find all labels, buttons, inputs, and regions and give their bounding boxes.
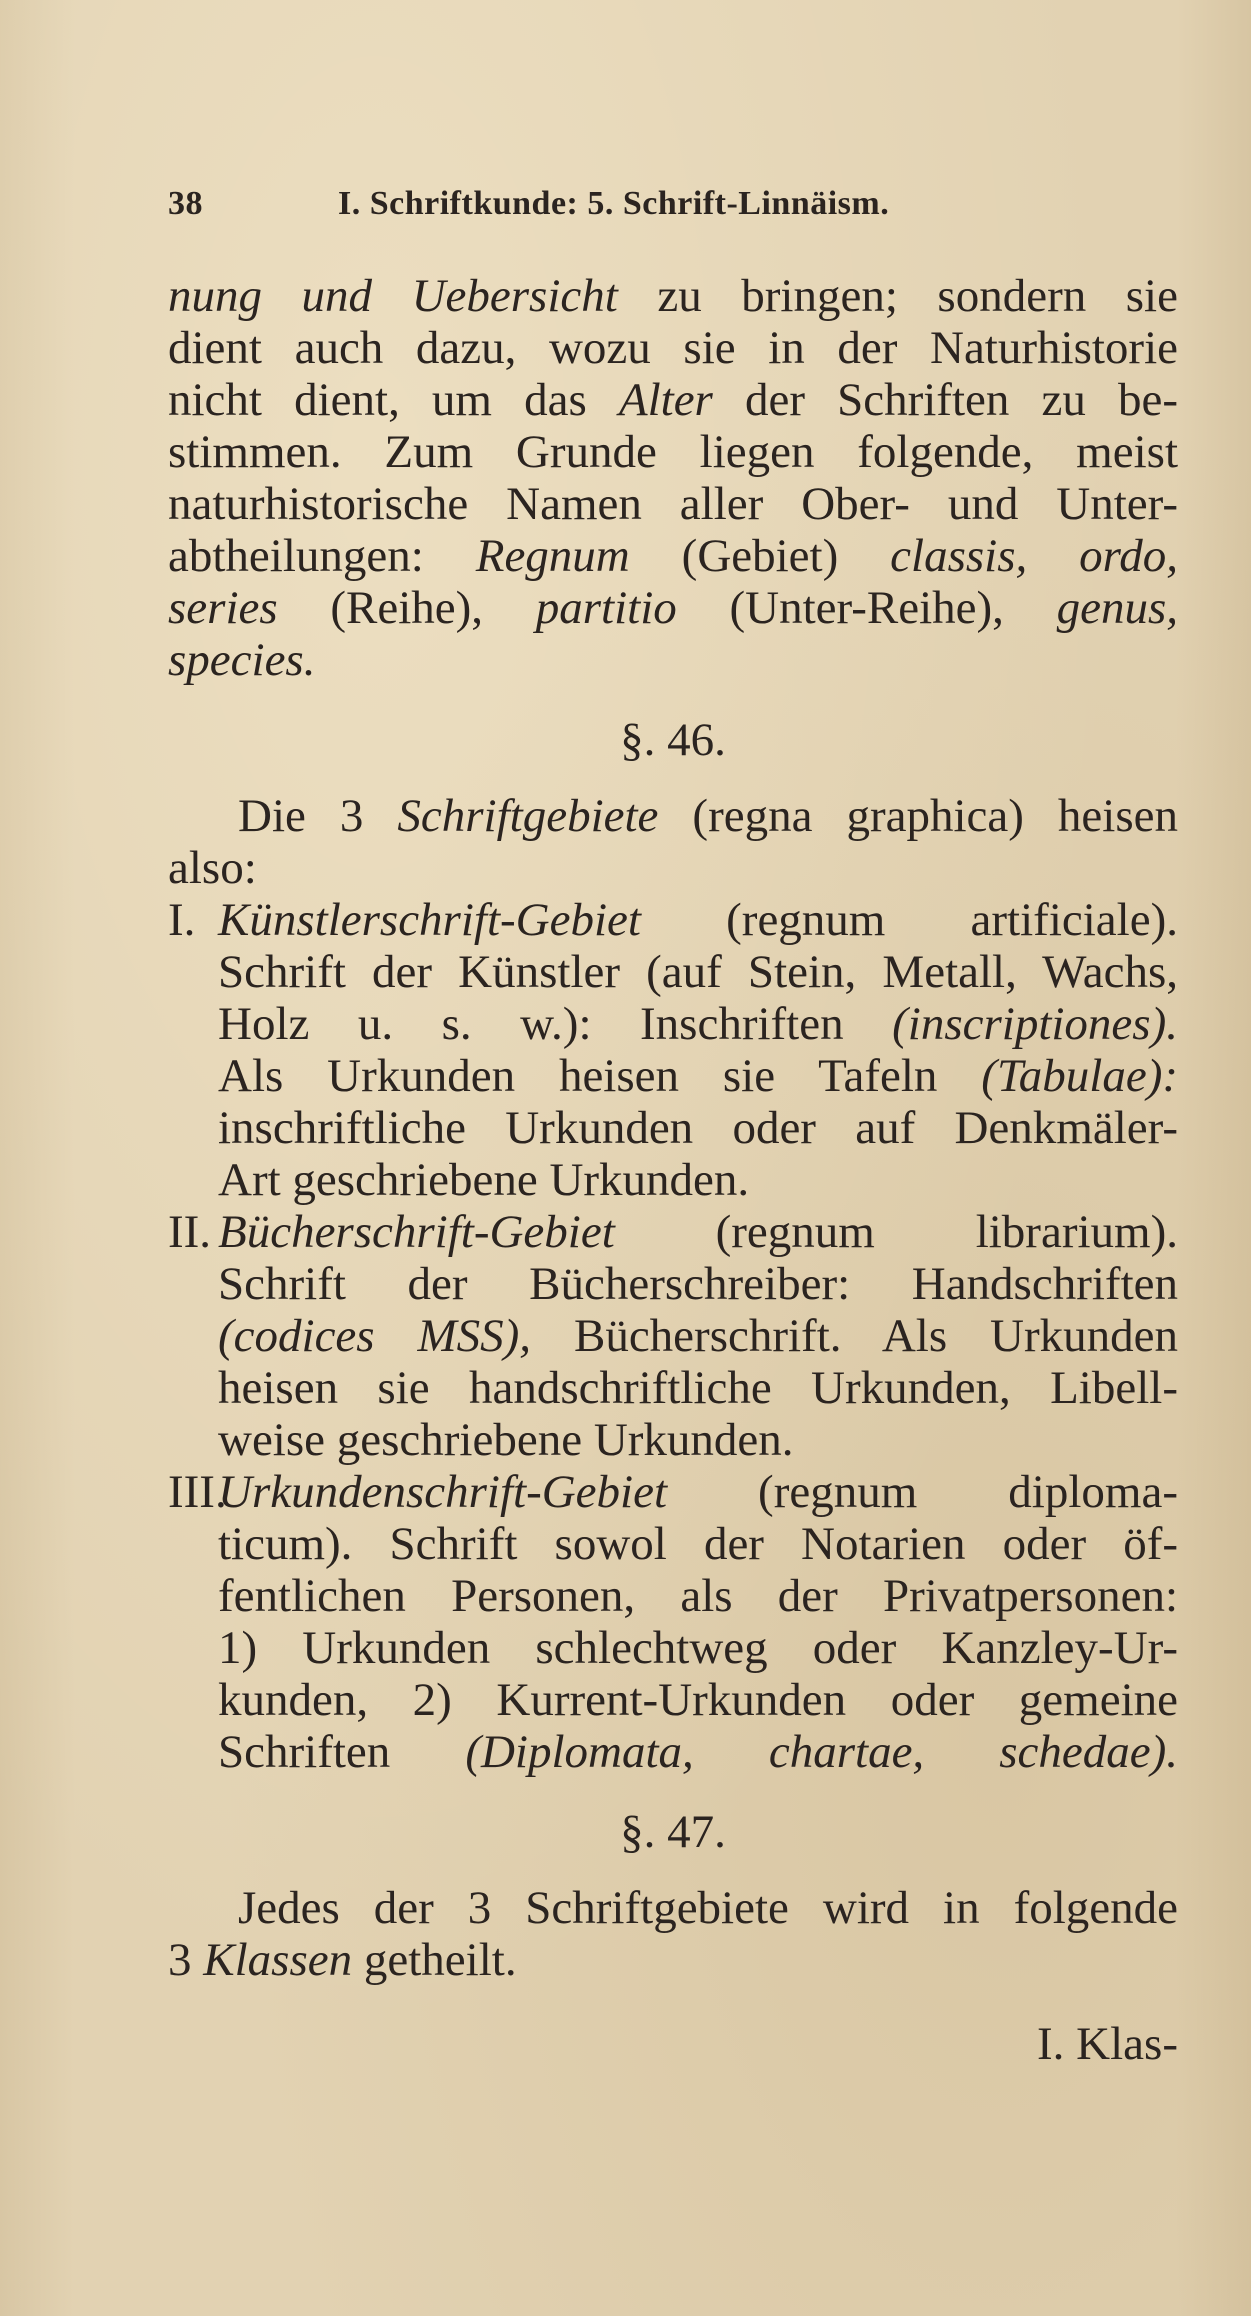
text-line: Schrift der Künstler (auf Stein, Metall, Wachs, — [218, 946, 1178, 998]
text-line: stimmen. Zum Grunde liegen folgende, meist — [168, 426, 1178, 478]
section-heading-47: §. 47. — [620, 1806, 726, 1858]
paragraph-continuation — [168, 270, 1178, 686]
text-line: 1) Urkunden schlechtweg oder Kanzley-Ur- — [218, 1622, 1178, 1674]
catchword: I. Klas- — [1037, 2018, 1178, 2070]
list-number: II. — [168, 1206, 212, 1258]
text-line: Die 3 Schriftgebiete (regna graphica) heisen — [238, 790, 1178, 842]
list-number: I. — [168, 894, 196, 946]
text-line: Urkundenschrift-Gebiet (regnum diploma- — [218, 1466, 1178, 1518]
text-line: 3 Klassen getheilt. — [168, 1934, 517, 1986]
list-item-regnum-artificiale — [168, 894, 1178, 1206]
text-line: Art geschriebene Urkunden. — [218, 1154, 750, 1206]
text-line: Holz u. s. w.): Inschriften (inscriptiones). — [218, 998, 1178, 1050]
text-line: dient auch dazu, wozu sie in der Naturhistorie — [168, 322, 1178, 374]
page-number: 38 — [168, 185, 203, 222]
text-line: fentlichen Personen, als der Privatpersonen: — [218, 1570, 1178, 1622]
text-line: species. — [168, 634, 316, 686]
text-line: also: — [168, 842, 257, 894]
section-heading-46: §. 46. — [620, 714, 726, 766]
text-line: weise geschriebene Urkunden. — [218, 1414, 794, 1466]
text-line: nung und Uebersicht zu bringen; sondern sie — [168, 270, 1178, 322]
text-line: series (Reihe), partitio (Unter-Reihe), genus, — [168, 582, 1178, 634]
text-line: ticum). Schrift sowol der Notarien oder öf- — [218, 1518, 1178, 1570]
text-line: Bücherschrift-Gebiet (regnum librarium). — [218, 1206, 1178, 1258]
text-line: naturhistorische Namen aller Ober- und Unter- — [168, 478, 1178, 530]
text-line: nicht dient, um das Alter der Schriften zu be- — [168, 374, 1178, 426]
text-line: (codices MSS), Bücherschrift. Als Urkunden — [218, 1310, 1178, 1362]
list-item-regnum-librarium — [168, 1206, 1178, 1466]
text-line: abtheilungen: Regnum (Gebiet) classis, ordo, — [168, 530, 1178, 582]
text-line: Als Urkunden heisen sie Tafeln (Tabulae): — [218, 1050, 1178, 1102]
running-title: I. Schriftkunde: 5. Schrift-Linnäism. — [338, 185, 890, 222]
text-line: Jedes der 3 Schriftgebiete wird in folgende — [238, 1882, 1178, 1934]
text-line: inschriftliche Urkunden oder auf Denkmäler- — [218, 1102, 1178, 1154]
text-line: Künstlerschrift-Gebiet (regnum artificiale). — [218, 894, 1178, 946]
list-number: III. — [168, 1466, 227, 1518]
section-46-intro — [168, 790, 1178, 894]
section-47-paragraph — [168, 1882, 1178, 1986]
text-line: Schriften (Diplomata, chartae, schedae). — [218, 1726, 1179, 1778]
list-item-regnum-diplomaticum — [168, 1466, 1178, 1778]
page-body — [168, 270, 1178, 2070]
text-line: heisen sie handschriftliche Urkunden, Libell- — [218, 1362, 1178, 1414]
text-line: kunden, 2) Kurrent-Urkunden oder gemeine — [218, 1674, 1178, 1726]
text-line: Schrift der Bücherschreiber: Handschriften — [218, 1258, 1178, 1310]
